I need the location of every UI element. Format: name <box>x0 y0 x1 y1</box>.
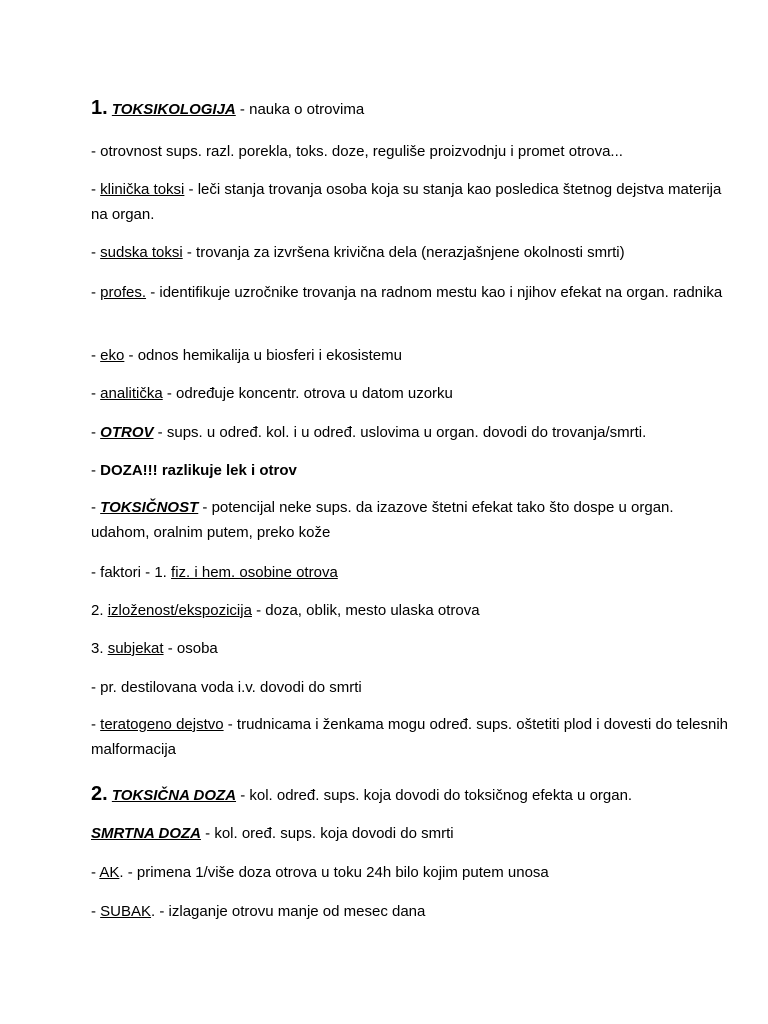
paragraph <box>91 899 731 924</box>
paragraph <box>91 598 731 623</box>
section-2-heading <box>91 782 731 808</box>
paragraph-text: - identifikuje uzročnike trovanja na radnom mestu kao i njihov efekat na organ. radnika <box>146 284 723 301</box>
paragraph-text: . - primena 1/više doza otrova u toku 24h bilo kojim putem unosa <box>119 864 549 881</box>
paragraph <box>91 675 731 700</box>
paragraph-term: AK <box>99 864 120 881</box>
paragraph-text: - sups. u određ. kol. i u određ. uslovima u organ. dovodi do trovanja/smrti. <box>153 424 647 441</box>
paragraph-text: - osoba <box>163 640 218 657</box>
paragraph-prefix: - <box>91 462 101 479</box>
paragraph-text: - određuje koncentr. otrova u datom uzorku <box>162 385 453 402</box>
section-1-heading <box>91 96 731 122</box>
paragraph-prefix: - faktori - 1. <box>91 564 172 581</box>
paragraph-term: klinička toksi <box>100 181 185 198</box>
paragraph <box>91 458 731 483</box>
paragraph-term: izloženost/ekspozicija <box>107 602 252 619</box>
paragraph-prefix: - <box>91 424 101 441</box>
paragraph <box>91 343 731 368</box>
paragraph-term: SUBAK <box>100 903 152 920</box>
paragraph-text: - trovanja za izvršena krivična dela (nerazjašnjene okolnosti smrti) <box>182 244 625 261</box>
paragraph-text: . - izlaganje otrovu manje od mesec dana <box>151 903 426 920</box>
paragraph-text: - doza, oblik, mesto ulaska otrova <box>251 602 480 619</box>
paragraph-text: - otrovnost sups. razl. porekla, toks. doze, reguliše proizvodnju i promet otrova... <box>91 143 623 160</box>
paragraph-text: - trudnicama i ženkama mogu određ. sups. oštetiti plod i dovesti do telesnih malformacija <box>91 716 729 758</box>
section-number: 1. <box>91 97 108 119</box>
section-title: TOKSIČNA DOZA <box>111 787 237 804</box>
paragraph-term: eko <box>100 347 125 364</box>
paragraph-text: - potencijal neke sups. da izazove štetni efekat tako što dospe u organ. udahom, oralnim putem, preko kože <box>91 499 674 541</box>
paragraph <box>91 420 731 445</box>
paragraph <box>91 381 731 406</box>
paragraph-prefix: - <box>91 347 101 364</box>
paragraph <box>91 560 731 585</box>
paragraph-term: sudska toksi <box>100 244 183 261</box>
paragraph-prefix: - <box>91 903 101 920</box>
paragraph-text: - pr. destilovana voda i.v. dovodi do smrti <box>91 679 362 696</box>
paragraph-prefix: - <box>91 864 100 881</box>
section-title-rest: - nauka o otrovima <box>235 101 365 118</box>
paragraph-prefix: - <box>91 244 101 261</box>
paragraph <box>91 495 731 545</box>
paragraph-prefix: - <box>91 716 101 733</box>
paragraph-term: SMRTNA DOZA <box>91 825 201 842</box>
paragraph-prefix: - <box>91 284 101 301</box>
paragraph-prefix: - <box>91 385 101 402</box>
paragraph-term: TOKSIČNOST <box>100 499 199 516</box>
paragraph <box>91 139 731 164</box>
paragraph-term: analitička <box>100 385 163 402</box>
paragraph-prefix: 3. <box>91 640 108 657</box>
paragraph-text: - kol. oređ. sups. koja dovodi do smrti <box>201 825 454 842</box>
paragraph <box>91 860 731 885</box>
paragraph-prefix: 2. <box>91 602 108 619</box>
paragraph-term: profes. <box>100 284 147 301</box>
paragraph <box>91 177 731 227</box>
section-title-rest: - kol. određ. sups. koja dovodi do toksičnog efekta u organ. <box>236 787 633 804</box>
section-title: TOKSIKOLOGIJA <box>111 101 236 118</box>
paragraph-prefix: - <box>91 499 101 516</box>
paragraph-term: fiz. i hem. osobine otrova <box>171 564 338 581</box>
paragraph-text: - odnos hemikalija u biosferi i ekosistemu <box>124 347 402 364</box>
paragraph-term: OTROV <box>100 424 154 441</box>
paragraph <box>91 280 731 305</box>
paragraph <box>91 636 731 661</box>
paragraph-term: teratogeno dejstvo <box>100 716 224 733</box>
paragraph <box>91 712 731 762</box>
paragraph-text: DOZA!!! razlikuje lek i otrov <box>100 462 297 479</box>
paragraph <box>91 821 731 846</box>
paragraph-prefix: - <box>91 181 101 198</box>
paragraph <box>91 240 731 265</box>
paragraph-term: subjekat <box>107 640 164 657</box>
paragraph-text: - leči stanja trovanja osoba koja su stanja kao posledica štetnog dejstva materija na organ. <box>91 181 722 223</box>
section-number: 2. <box>91 783 108 805</box>
